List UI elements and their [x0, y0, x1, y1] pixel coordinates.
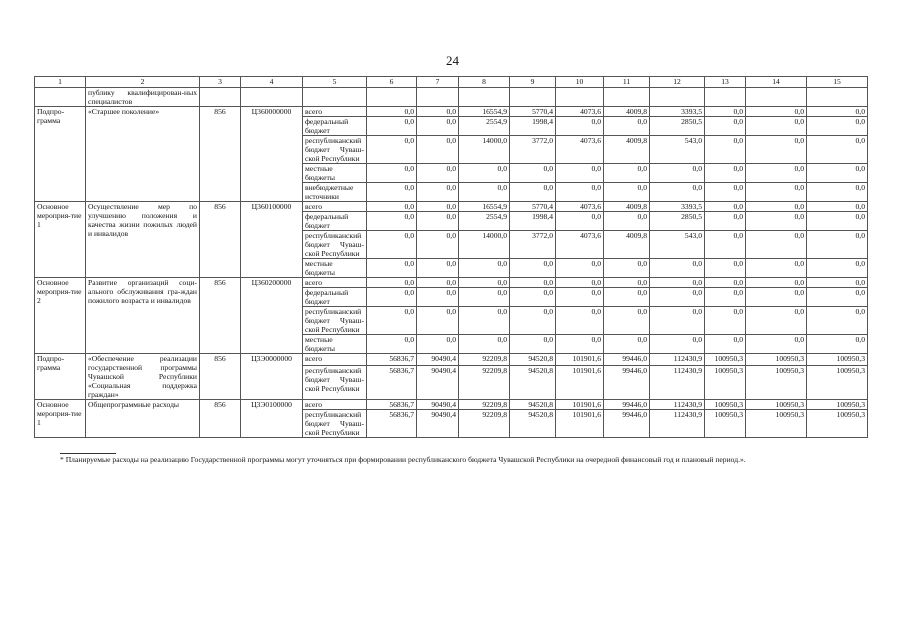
amount-cell: 100950,3: [746, 354, 807, 366]
continuation-kind-cell: [35, 88, 86, 107]
column-header: 10: [556, 77, 604, 88]
amount-cell: 0,0: [705, 136, 746, 164]
amount-cell: 0,0: [807, 164, 868, 183]
column-header: 13: [705, 77, 746, 88]
amount-cell: 0,0: [367, 164, 417, 183]
amount-cell: 0,0: [650, 307, 705, 335]
column-header: 11: [604, 77, 650, 88]
item-name: Осуществление мер по улучшению положения и качества жизни пожилых людей и инвалидов: [86, 202, 200, 278]
amount-cell: 0,0: [417, 183, 459, 202]
item-kind: Основное мероприя-тие 1: [35, 202, 86, 278]
amount-cell: 0,0: [417, 117, 459, 136]
column-header: 2: [86, 77, 200, 88]
amount-cell: 0,0: [807, 231, 868, 259]
amount-cell: 0,0: [705, 183, 746, 202]
amount-cell: 0,0: [807, 117, 868, 136]
amount-cell: 92209,8: [459, 400, 510, 410]
target-article-code: Ц3Э0000000: [241, 354, 303, 400]
amount-cell: 99446,0: [604, 366, 650, 400]
amount-cell: 0,0: [604, 164, 650, 183]
target-article-code: Ц360100000: [241, 202, 303, 278]
column-header: 14: [746, 77, 807, 88]
column-header: 6: [367, 77, 417, 88]
funding-source: федеральный бюджет: [303, 117, 367, 136]
amount-cell: 100950,3: [807, 400, 868, 410]
amount-cell: 0,0: [367, 202, 417, 212]
item-kind: Подпро-грамма: [35, 354, 86, 400]
amount-cell: 0,0: [807, 107, 868, 117]
header-row: [35, 77, 868, 88]
amount-cell: 0,0: [746, 164, 807, 183]
amount-cell: 0,0: [705, 335, 746, 354]
amount-cell: 0,0: [650, 288, 705, 307]
amount-cell: 0,0: [650, 183, 705, 202]
footnote-separator: [60, 453, 116, 454]
amount-cell: 0,0: [746, 259, 807, 278]
amount-cell: 0,0: [807, 202, 868, 212]
amount-cell: 112430,9: [650, 400, 705, 410]
funding-source: местные бюджеты: [303, 259, 367, 278]
amount-cell: 0,0: [705, 278, 746, 288]
amount-cell: 1998,4: [510, 117, 556, 136]
continuation-text: публику квалифицирован-ных специалистов: [86, 88, 200, 107]
amount-cell: 4009,8: [604, 107, 650, 117]
amount-cell: 0,0: [367, 117, 417, 136]
amount-cell: 0,0: [705, 288, 746, 307]
column-header: 12: [650, 77, 705, 88]
amount-cell: 100950,3: [807, 366, 868, 400]
funding-source: внебюджетные источники: [303, 183, 367, 202]
funding-source: всего: [303, 107, 367, 117]
amount-cell: 100950,3: [746, 400, 807, 410]
column-header: 7: [417, 77, 459, 88]
amount-cell: 0,0: [807, 288, 868, 307]
amount-cell: 543,0: [650, 136, 705, 164]
amount-cell: 94520,8: [510, 354, 556, 366]
amount-cell: 0,0: [705, 259, 746, 278]
amount-cell: 0,0: [510, 335, 556, 354]
amount-cell: 56836,7: [367, 410, 417, 438]
amount-cell: 112430,9: [650, 366, 705, 400]
amount-cell: 0,0: [367, 288, 417, 307]
column-header: 3: [200, 77, 241, 88]
amount-cell: 0,0: [705, 202, 746, 212]
amount-cell: 56836,7: [367, 400, 417, 410]
amount-cell: 0,0: [705, 212, 746, 231]
amount-cell: 112430,9: [650, 410, 705, 438]
amount-cell: 92209,8: [459, 410, 510, 438]
amount-cell: 90490,4: [417, 400, 459, 410]
amount-cell: 0,0: [807, 259, 868, 278]
amount-cell: 5770,4: [510, 107, 556, 117]
item-kind: Подпро-грамма: [35, 107, 86, 202]
column-header: 9: [510, 77, 556, 88]
amount-cell: 0,0: [367, 259, 417, 278]
funding-source: республиканский бюджет Чуваш-ской Республики: [303, 136, 367, 164]
amount-cell: 100950,3: [705, 366, 746, 400]
amount-cell: 100950,3: [705, 354, 746, 366]
item-name: «Обеспечение реализации государственной программы Чувашской Республики «Социальная поддержка граждан»: [86, 354, 200, 400]
amount-cell: 0,0: [604, 288, 650, 307]
amount-cell: 0,0: [746, 212, 807, 231]
amount-cell: 0,0: [650, 259, 705, 278]
amount-cell: 16554,9: [459, 107, 510, 117]
item-name: «Старшее поколение»: [86, 107, 200, 202]
item-name: Общепрограммные расходы: [86, 400, 200, 438]
amount-cell: 0,0: [604, 259, 650, 278]
page-number: 24: [446, 53, 459, 68]
grbs-code: 856: [200, 354, 241, 400]
amount-cell: 0,0: [556, 183, 604, 202]
funding-source: местные бюджеты: [303, 335, 367, 354]
amount-cell: 0,0: [556, 212, 604, 231]
amount-cell: 0,0: [510, 259, 556, 278]
amount-cell: 101901,6: [556, 410, 604, 438]
table-row: [35, 400, 868, 410]
target-article-code: Ц3Э0100000: [241, 400, 303, 438]
column-header: 8: [459, 77, 510, 88]
amount-cell: 0,0: [367, 278, 417, 288]
amount-cell: 0,0: [417, 212, 459, 231]
amount-cell: 16554,9: [459, 202, 510, 212]
amount-cell: 99446,0: [604, 410, 650, 438]
amount-cell: 90490,4: [417, 354, 459, 366]
amount-cell: 101901,6: [556, 354, 604, 366]
amount-cell: 0,0: [650, 335, 705, 354]
amount-cell: 0,0: [746, 117, 807, 136]
amount-cell: 56836,7: [367, 366, 417, 400]
item-kind: Основное мероприя-тие 1: [35, 400, 86, 438]
funding-source: всего: [303, 354, 367, 366]
amount-cell: 5770,4: [510, 202, 556, 212]
amount-cell: 0,0: [459, 259, 510, 278]
item-kind: Основное мероприя-тие 2: [35, 278, 86, 354]
amount-cell: 0,0: [459, 278, 510, 288]
amount-cell: 0,0: [417, 107, 459, 117]
amount-cell: 0,0: [417, 288, 459, 307]
table-row: [35, 354, 868, 366]
amount-cell: 0,0: [556, 164, 604, 183]
amount-cell: 0,0: [746, 231, 807, 259]
amount-cell: 100950,3: [746, 366, 807, 400]
amount-cell: 0,0: [417, 136, 459, 164]
amount-cell: 0,0: [417, 307, 459, 335]
amount-cell: 0,0: [459, 307, 510, 335]
amount-cell: 92209,8: [459, 366, 510, 400]
column-header: 1: [35, 77, 86, 88]
amount-cell: 99446,0: [604, 354, 650, 366]
amount-cell: 94520,8: [510, 410, 556, 438]
amount-cell: 2850,5: [650, 212, 705, 231]
amount-cell: 0,0: [604, 335, 650, 354]
amount-cell: 0,0: [510, 278, 556, 288]
amount-cell: 0,0: [367, 136, 417, 164]
column-header: 4: [241, 77, 303, 88]
column-header: 5: [303, 77, 367, 88]
amount-cell: 100950,3: [705, 400, 746, 410]
funding-source: федеральный бюджет: [303, 288, 367, 307]
amount-cell: 100950,3: [807, 410, 868, 438]
funding-source: местные бюджеты: [303, 164, 367, 183]
amount-cell: 0,0: [604, 212, 650, 231]
amount-cell: 0,0: [807, 278, 868, 288]
amount-cell: 0,0: [367, 107, 417, 117]
amount-cell: 3393,5: [650, 107, 705, 117]
grbs-code: 856: [200, 202, 241, 278]
funding-source: федеральный бюджет: [303, 212, 367, 231]
amount-cell: 99446,0: [604, 400, 650, 410]
continuation-row: [35, 88, 868, 107]
amount-cell: 0,0: [556, 278, 604, 288]
amount-cell: 0,0: [459, 164, 510, 183]
budget-table: [34, 76, 868, 438]
funding-source: всего: [303, 202, 367, 212]
amount-cell: 0,0: [604, 278, 650, 288]
target-article-code: Ц360000000: [241, 107, 303, 202]
funding-source: республиканский бюджет Чуваш-ской Республики: [303, 307, 367, 335]
item-name: Развитие организаций соци-ального обслуживания гра-ждан пожилого возраста и инвалидов: [86, 278, 200, 354]
amount-cell: 1998,4: [510, 212, 556, 231]
amount-cell: 56836,7: [367, 354, 417, 366]
amount-cell: 0,0: [705, 307, 746, 335]
amount-cell: 4073,6: [556, 231, 604, 259]
amount-cell: 0,0: [459, 183, 510, 202]
amount-cell: 543,0: [650, 231, 705, 259]
amount-cell: 0,0: [807, 335, 868, 354]
amount-cell: 0,0: [650, 278, 705, 288]
amount-cell: 2850,5: [650, 117, 705, 136]
amount-cell: 100950,3: [807, 354, 868, 366]
amount-cell: 0,0: [604, 117, 650, 136]
grbs-code: 856: [200, 400, 241, 438]
amount-cell: 0,0: [807, 307, 868, 335]
amount-cell: 0,0: [807, 212, 868, 231]
amount-cell: 0,0: [417, 335, 459, 354]
amount-cell: 0,0: [510, 183, 556, 202]
amount-cell: 94520,8: [510, 366, 556, 400]
amount-cell: 0,0: [556, 259, 604, 278]
amount-cell: 92209,8: [459, 354, 510, 366]
amount-cell: 4009,8: [604, 202, 650, 212]
amount-cell: 0,0: [367, 307, 417, 335]
amount-cell: 0,0: [807, 136, 868, 164]
amount-cell: 0,0: [705, 231, 746, 259]
amount-cell: 90490,4: [417, 366, 459, 400]
amount-cell: 0,0: [650, 164, 705, 183]
amount-cell: 0,0: [417, 278, 459, 288]
funding-source: республиканский бюджет Чуваш-ской Республики: [303, 366, 367, 400]
funding-source: всего: [303, 400, 367, 410]
amount-cell: 0,0: [417, 231, 459, 259]
amount-cell: 0,0: [556, 117, 604, 136]
amount-cell: 101901,6: [556, 366, 604, 400]
amount-cell: 2554,9: [459, 117, 510, 136]
amount-cell: 0,0: [746, 136, 807, 164]
amount-cell: 4073,6: [556, 107, 604, 117]
amount-cell: 0,0: [367, 335, 417, 354]
funding-source: республиканский бюджет Чуваш-ской Республики: [303, 410, 367, 438]
amount-cell: 4073,6: [556, 202, 604, 212]
amount-cell: 0,0: [746, 288, 807, 307]
amount-cell: 0,0: [746, 183, 807, 202]
table-row: [35, 278, 868, 288]
amount-cell: 100950,3: [705, 410, 746, 438]
footnote: * Планируемые расходы на реализацию Государственной программы могут уточняться при формировании республиканского бюджета Чувашской Республики на очередной финансовый год и плановый период.».: [60, 455, 746, 464]
amount-cell: 0,0: [510, 288, 556, 307]
amount-cell: 0,0: [417, 259, 459, 278]
amount-cell: 112430,9: [650, 354, 705, 366]
amount-cell: 0,0: [417, 164, 459, 183]
amount-cell: 3772,0: [510, 136, 556, 164]
grbs-code: 856: [200, 107, 241, 202]
amount-cell: 0,0: [746, 307, 807, 335]
funding-source: республиканский бюджет Чуваш-ской Республики: [303, 231, 367, 259]
amount-cell: 0,0: [705, 164, 746, 183]
target-article-code: Ц360200000: [241, 278, 303, 354]
amount-cell: 2554,9: [459, 212, 510, 231]
amount-cell: 0,0: [367, 183, 417, 202]
amount-cell: 0,0: [746, 278, 807, 288]
column-header: 15: [807, 77, 868, 88]
amount-cell: 94520,8: [510, 400, 556, 410]
amount-cell: 0,0: [367, 231, 417, 259]
amount-cell: 3772,0: [510, 231, 556, 259]
funding-source: всего: [303, 278, 367, 288]
amount-cell: 0,0: [367, 212, 417, 231]
amount-cell: 0,0: [705, 117, 746, 136]
table-row: [35, 202, 868, 212]
table-row: [35, 107, 868, 117]
amount-cell: 90490,4: [417, 410, 459, 438]
amount-cell: 14000,0: [459, 231, 510, 259]
amount-cell: 0,0: [510, 307, 556, 335]
amount-cell: 0,0: [417, 202, 459, 212]
amount-cell: 0,0: [459, 288, 510, 307]
table-body: [35, 88, 868, 438]
amount-cell: 0,0: [604, 307, 650, 335]
amount-cell: 101901,6: [556, 400, 604, 410]
amount-cell: 100950,3: [746, 410, 807, 438]
amount-cell: 4073,6: [556, 136, 604, 164]
amount-cell: 0,0: [556, 307, 604, 335]
amount-cell: 0,0: [556, 288, 604, 307]
amount-cell: 4009,8: [604, 231, 650, 259]
amount-cell: 0,0: [604, 183, 650, 202]
amount-cell: 3393,5: [650, 202, 705, 212]
amount-cell: 0,0: [746, 335, 807, 354]
amount-cell: 14000,0: [459, 136, 510, 164]
amount-cell: 0,0: [510, 164, 556, 183]
amount-cell: 0,0: [705, 107, 746, 117]
amount-cell: 0,0: [746, 107, 807, 117]
amount-cell: 0,0: [459, 335, 510, 354]
grbs-code: 856: [200, 278, 241, 354]
amount-cell: 0,0: [807, 183, 868, 202]
amount-cell: 4009,8: [604, 136, 650, 164]
amount-cell: 0,0: [746, 202, 807, 212]
amount-cell: 0,0: [556, 335, 604, 354]
